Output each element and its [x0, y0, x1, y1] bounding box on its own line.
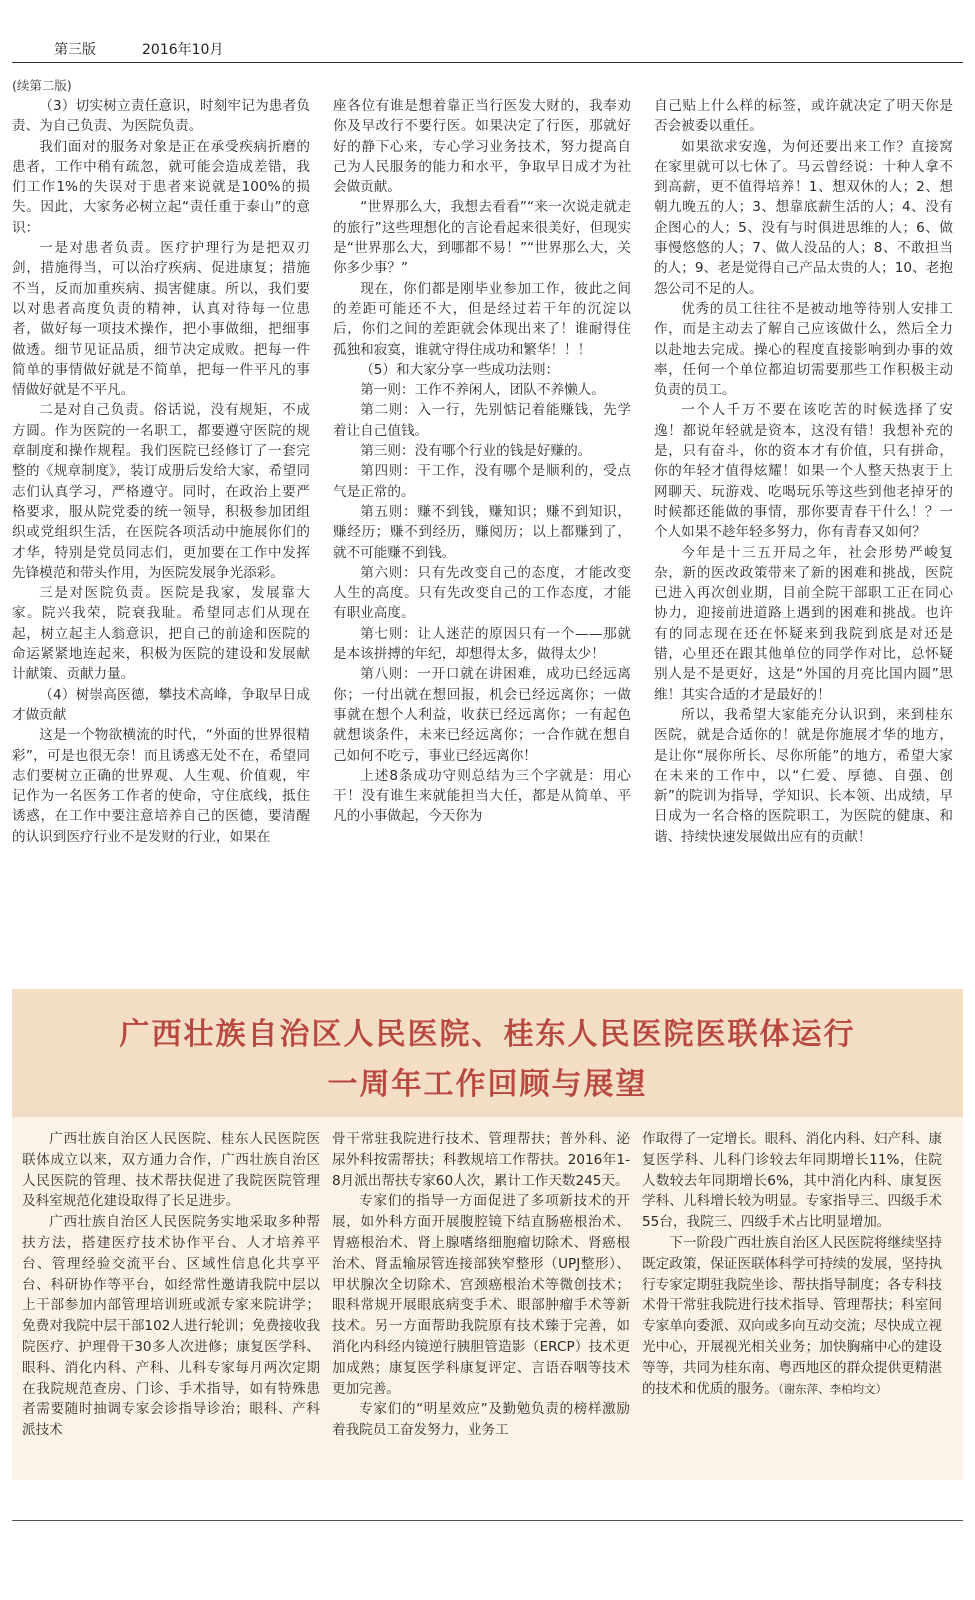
paragraph [642, 1233, 942, 1399]
paragraph: 如果欲求安逸，为何还要出来工作？直接窝在家里就可以七休了。马云曾经说：十种人拿不到高薪，更不值得培养！1、想双休的人；2、想朝九晚五的人；3、想靠底薪生活的人；4、没有企图心的人；5、没有与时俱进思维的人；6、做事慢悠悠的人；7、做人没品的人；8、不敢担当的人；9、老是觉得自己产品太贵的人；10、老抱怨公司不足的人。 [654, 138, 953, 297]
article-column-3 [654, 96, 953, 847]
bottom-divider [12, 1520, 963, 1521]
paragraph: 座各位有谁是想着靠正当行医发大财的，我奉劝你及早改行不要行医。如果决定了行医，那就好好的静下心来，专心学习业务技术，努力提高自己为人民服务的能力和水平，争取早日成才为社会做贡献。 [333, 98, 631, 196]
paragraph: 骨干常驻我院进行技术、管理帮扶；普外科、泌尿外科按需帮扶；科教规培工作帮扶。2016年1-8月派出帮扶专家60人次，累计工作天数245天。 [332, 1131, 630, 1189]
feature-title-banner [12, 989, 963, 1117]
paragraph: 作取得了一定增长。眼科、消化内科、妇产科、康复医学科、儿科门诊较去年同期增长11%，住院人数较去年同期增长6%，其中消化内科、康复医学科、儿科增长较为明显。专家指导三、四级手术55台，我院三、四级手术占比明显增加。 [642, 1131, 942, 1231]
author-credit: （谢东萍、李柏均文） [777, 1381, 888, 1396]
page-number: 第三版 [54, 42, 96, 58]
rule-item: 第一则：工作不养闲人，团队不养懒人。 [360, 382, 605, 399]
rule-item: 第七则：让人迷茫的原因只有一个——那就是本该拼搏的年纪，却想得太多，做得太少！ [333, 625, 631, 663]
paragraph: 一个人千万不要在该吃苦的时候选择了安逸！都说年轻就是资本，这没有错！我想补充的是，只有奋斗，你的资本才有价值，只有拼命，你的年轻才值得炫耀！如果一个人整天热衷于上网聊天、玩游戏、吃喝玩乐等这些到他老掉牙的时候都还能做的事情，那你要青春干什么！？一个人如果不趁年轻多努力，你有青春又如何？ [654, 402, 953, 541]
article-column-1 [12, 96, 310, 847]
paragraph-text: 下一阶段广西壮族自治区人民医院将继续坚持既定政策，保证医联体科学可持续的发展，坚持执行专家定期驻我院坐诊、帮扶指导制度；各专科技术骨干常驻我院进行技术指导、管理帮扶；科室间专家单向委派、双向或多向互动交流；尽快成立视光中心，开展视光相关业务；加快胸痛中心的建设等等，共同为桂东南、粤西地区的群众提供更精湛的技术和优质的服务。 [642, 1234, 942, 1397]
paragraph: 优秀的员工往往不是被动地等待别人安排工作，而是主动去了解自己应该做什么，然后全力以赴地去完成。操心的程度直接影响到办事的效率，任何一个单位都迫切需要那些工作积极主动负责的员工。 [654, 300, 953, 399]
paragraph: 所以，我希望大家能充分认识到，来到桂东医院，就是合适你的！就是你施展才华的地方，是让你“展你所长、尽你所能”的地方，希望大家在未来的工作中，以“仁爱、厚德、自强、创新”的院训为指导，学知识、长本领、出成绩，早日成为一名合格的医院职工，为医院的健康、和谐、持续快速发展做出应有的贡献！ [654, 706, 953, 845]
paragraph: 广西壮族自治区人民医院、桂东人民医院医联体成立以来，双方通力合作，广西壮族自治区人民医院的管理、技术帮扶促进了我院医院管理及科室规范化建设取得了长足进步。 [22, 1131, 320, 1210]
paragraph: 今年是十三五开局之年，社会形势严峻复杂，新的医改政策带来了新的困难和挑战，医院已进入再次创业期，目前全院干部职工正在同心协力，迎接前进道路上遇到的困难和挑战。也许有的同志现在还在怀疑来到我院到底是对还是错，心里还在跟其他单位的同学作对比，总怀疑别人是不是更好，这是“外国的月亮比国内圆”思维！其实合适的才是最好的！ [654, 544, 953, 703]
continued-note: (续第二版) [12, 78, 72, 93]
feature-title-line-2: 一周年工作回顾与展望 [327, 1067, 648, 1102]
feature-title-line-1: 广西壮族自治区人民医院、桂东人民医院医联体运行 [119, 1017, 856, 1052]
paragraph: （3）切实树立责任意识，时刻牢记为患者负责、为自己负责、为医院负责。 [12, 98, 310, 135]
paragraph: 三是对医院负责。医院是我家，发展靠大家。院兴我荣，院衰我耻。希望同志们从现在起，树立起主人翁意识，把自己的前途和医院的命运紧紧地连起来，积极为医院的建设和发展献计献策、贡献力量。 [12, 585, 310, 683]
paragraph: 二是对自己负责。俗话说，没有规矩，不成方圆。作为医院的一名职工，都要遵守医院的规章制度和操作规程。我们医院已经修订了一套完整的《规章制度》，装订成册后发给大家，希望同志们认真学习，严格遵守。同时，在政治上要严格要求，服从院党委的统一领导，积极参加团组织或党组织生活，在医院各项活动中施展你们的才华，特别是党员同志们，更加要在工作中发挥先锋模范和带头作用，为医院发展争光添彩。 [12, 402, 310, 581]
paragraph: “世界那么大，我想去看看”“来一次说走就走的旅行”这些理想化的言论看起来很美好，但现实是“世界那么大，到哪都不易！”“世界那么大，关你多少事？” [333, 199, 631, 277]
section-heading: （4）树崇高医德，攀技术高峰，争取早日成才做贡献 [12, 686, 310, 723]
page-header [12, 32, 963, 63]
paragraph: 专家们的指导一方面促进了多项新技术的开展，如外科方面开展腹腔镜下结直肠癌根治术、胃癌根治术、肾上腺嗜络细胞瘤切除术、肾癌根治术、肾盂输尿管连接部狭窄整形（UPJ整形）、甲状腺次全切除术、宫颈癌根治术等微创技术；眼科常规开展眼底病变手术、眼部肿瘤手术等新技术。另一方面帮助我院原有技术臻于完善，如消化内科经内镜逆行胰胆管造影（ERCP）技术更加成熟；康复医学科康复评定、言语吞咽等技术更加完善。 [332, 1193, 630, 1397]
rule-item: 第八则：一开口就在讲困难，成功已经远离你；一付出就在想回报，机会已经远离你；一做事就在想个人利益，收获已经远离你；一有起色就想谈条件，未来已经远离你；一合作就在想自己如何不吃亏，事业已经远离你！ [333, 666, 631, 764]
paragraph: 上述8条成功守则总结为三个字就是：用心干！没有谁生来就能担当大任，都是从简单、平凡的小事做起，今天你为 [333, 767, 631, 825]
paragraph: 广西壮族自治区人民医院务实地采取多种帮扶方法，搭建医疗技术协作平台、人才培养平台、管理经验交流平台、区域性信息化共享平台、科研协作等平台，如经常性邀请我院中层以上干部参加内部管理培训班或派专家来院讲学；免费对我院中层干部102人进行轮训；免费接收我院医疗、护理骨干30多人次进修；康复医学科、眼科、消化内科、产科、儿科专家每月两次定期在我院规范查房、门诊、手术指导，如有特殊患者需要随时抽调专家会诊指导诊治；眼科、产科派技术 [22, 1214, 320, 1439]
issue-date: 2016年10月 [142, 42, 224, 58]
rule-item: 第二则：入一行，先别惦记着能赚钱，先学着让自己值钱。 [333, 402, 631, 439]
rule-item: 第三则：没有哪个行业的钱是好赚的。 [360, 443, 592, 460]
feature-column-2 [332, 1129, 630, 1441]
paragraph: 专家们的“明星效应”及勤勉负责的榜样激励着我院员工奋发努力，业务工 [332, 1401, 630, 1439]
paragraph: 这是一个物欲横流的时代，“外面的世界很精彩”，可是也很无奈！而且诱惑无处不在，希望同志们要树立正确的世界观、人生观、价值观，牢记作为一名医务工作者的使命，守住底线，抵住诱惑，在工作中要注意培养自己的医德，要清醒的认识到医疗行业不是发财的行业，如果在 [12, 727, 310, 845]
rule-item: 第五则：赚不到钱，赚知识；赚不到知识，赚经历；赚不到经历，赚阅历；以上都赚到了，就不可能赚不到钱。 [333, 503, 631, 561]
paragraph: 一是对患者负责。医疗护理行为是把双刃剑，措施得当，可以治疗疾病、促进康复；措施不当，反而加重疾病、损害健康。所以，我们要以对患者高度负责的精神，认真对待每一位患者，做好每一项技术操作，把小事做细，把细事做透。细节见证品质，细节决定成败。把每一件简单的事情做好就是不简单，把每一件平凡的事情做好就是不平凡。 [12, 240, 310, 399]
paragraph: 自己贴上什么样的标签，或许就决定了明天你是否会被委以重任。 [654, 98, 953, 135]
feature-article [12, 989, 963, 1480]
section-heading: （5）和大家分享一些成功法则： [360, 361, 560, 378]
paragraph: 现在，你们都是刚毕业参加工作，彼此之间的差距可能还不大，但是经过若干年的沉淀以后，你们之间的差距就会体现出来了！谁耐得住孤独和寂寞，谁就守得住成功和繁华！！！ [333, 280, 631, 358]
feature-column-3 [642, 1129, 942, 1399]
article-column-2 [333, 96, 631, 827]
paragraph: 我们面对的服务对象是正在承受疾病折磨的患者，工作中稍有疏忽，就可能会造成差错，我们工作1%的失误对于患者来说就是100%的损失。因此，大家务必树立起“责任重于泰山”的意识： [12, 138, 310, 236]
feature-column-1 [22, 1129, 320, 1441]
rule-item: 第四则：干工作，没有哪个是顺利的，受点气是正常的。 [333, 463, 631, 500]
rule-item: 第六则：只有先改变自己的态度，才能改变人生的高度。只有先改变自己的工作态度，才能有职业高度。 [333, 564, 631, 622]
